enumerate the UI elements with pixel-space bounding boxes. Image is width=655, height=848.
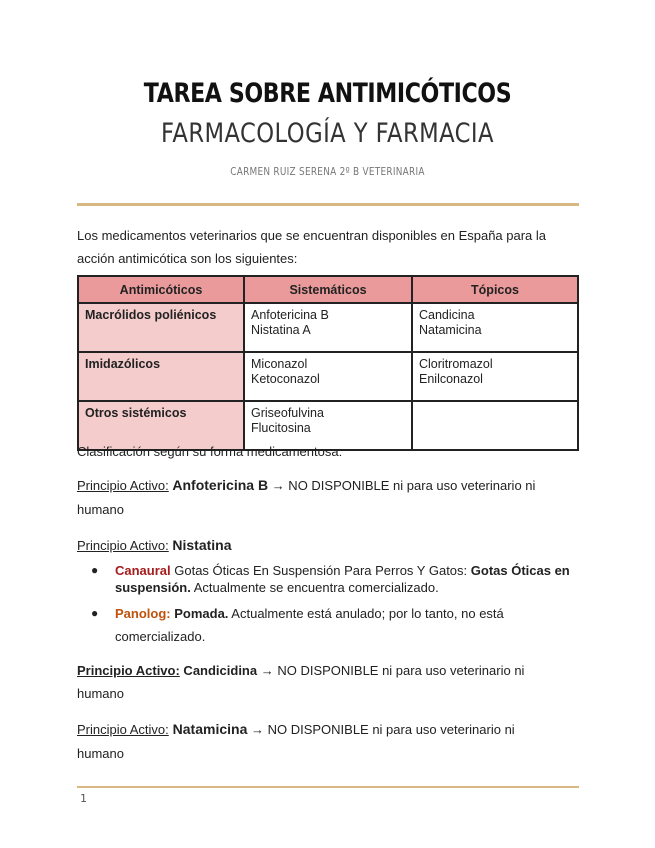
table-group-cell: Otros sistémicos <box>78 401 244 450</box>
table-header: Tópicos <box>412 276 578 303</box>
table-group-cell: Macrólidos poliénicos <box>78 303 244 352</box>
section-candicidina <box>77 663 524 678</box>
drug-name: Anfotericina B <box>251 308 329 322</box>
availability-note-cont: humano <box>77 686 124 701</box>
product-status: Actualmente está anulado; por lo tanto, no está <box>228 606 504 621</box>
list-item <box>91 562 617 596</box>
intro-paragraph: Los medicamentos veterinarios que se encuentran disponibles en España para la acción antimicótica son los siguientes: <box>77 228 547 266</box>
section-anfotericina <box>77 477 535 493</box>
principle-label: Principio Activo: <box>77 478 169 493</box>
principle-label: Principio Activo: <box>77 538 169 553</box>
availability-note-cont: humano <box>77 746 124 761</box>
drug-name: Enilconazol <box>419 372 483 386</box>
drug-name: Flucitosina <box>251 421 311 435</box>
drug-name: Griseofulvina <box>251 406 324 420</box>
active-principle: Nistatina <box>172 537 232 553</box>
drug-name: Natamicina <box>419 323 482 337</box>
section-natamicina <box>77 721 515 737</box>
bullet-icon: ● <box>91 606 99 620</box>
availability-note: → NO DISPONIBLE ni para uso veterinario ni <box>257 663 525 678</box>
product-desc: Gotas Óticas En Suspensión Para Perros Y Gatos: <box>170 563 471 578</box>
table-group-cell: Imidazólicos <box>78 352 244 401</box>
list-item <box>91 602 617 648</box>
principle-label: Principio Activo: <box>77 663 180 678</box>
table-cell <box>244 401 412 450</box>
table-header: Antimicóticos <box>78 276 244 303</box>
active-principle: Natamicina <box>168 721 248 737</box>
table-row <box>78 401 578 450</box>
brand-name: Panolog: <box>115 606 171 621</box>
product-status: Actualmente se encuentra comercializado. <box>190 580 439 595</box>
product-form: Gotas Óticas en <box>470 563 570 578</box>
active-principle: Anfotericina B <box>172 477 269 493</box>
footer-divider <box>77 786 579 788</box>
product-status: comercializado. <box>115 629 206 644</box>
table-header-row <box>78 276 578 303</box>
header-divider <box>77 203 579 206</box>
page-number: 1 <box>80 792 87 805</box>
table-cell <box>412 352 578 401</box>
availability-note-cont: humano <box>77 502 124 517</box>
antifungal-table <box>77 275 579 451</box>
table-cell <box>244 303 412 352</box>
table-row <box>78 352 578 401</box>
bullet-icon: ● <box>91 563 99 577</box>
principle-label: Principio Activo: <box>77 722 169 737</box>
active-principle: Candicidina <box>179 663 258 678</box>
table-header: Sistemáticos <box>244 276 412 303</box>
author-line: CARMEN RUIZ SERENA 2º B VETERINARIA <box>230 166 425 178</box>
classification-intro: Clasificación según su forma medicamentosa: <box>77 444 343 459</box>
brand-name: Canaural <box>115 563 171 578</box>
availability-note: → NO DISPONIBLE ni para uso veterinario ni <box>247 722 515 737</box>
drug-name: Miconazol <box>251 357 308 371</box>
product-form: suspensión. <box>115 580 191 595</box>
product-form: Pomada. <box>170 606 229 621</box>
table-cell <box>412 401 578 450</box>
document-title: TAREA SOBRE ANTIMICÓTICOS <box>143 78 512 109</box>
drug-name: Cloritromazol <box>419 357 493 371</box>
table-row <box>78 303 578 352</box>
drug-name: Nistatina A <box>251 323 311 337</box>
availability-note: → NO DISPONIBLE ni para uso veterinario ni <box>268 478 536 493</box>
table-cell <box>412 303 578 352</box>
drug-name: Candicina <box>419 308 475 322</box>
table-cell <box>244 352 412 401</box>
section-nistatina <box>77 537 232 553</box>
drug-name: Ketoconazol <box>251 372 320 386</box>
document-subtitle: FARMACOLOGÍA Y FARMACIA <box>161 118 494 149</box>
nistatina-products <box>77 562 617 648</box>
